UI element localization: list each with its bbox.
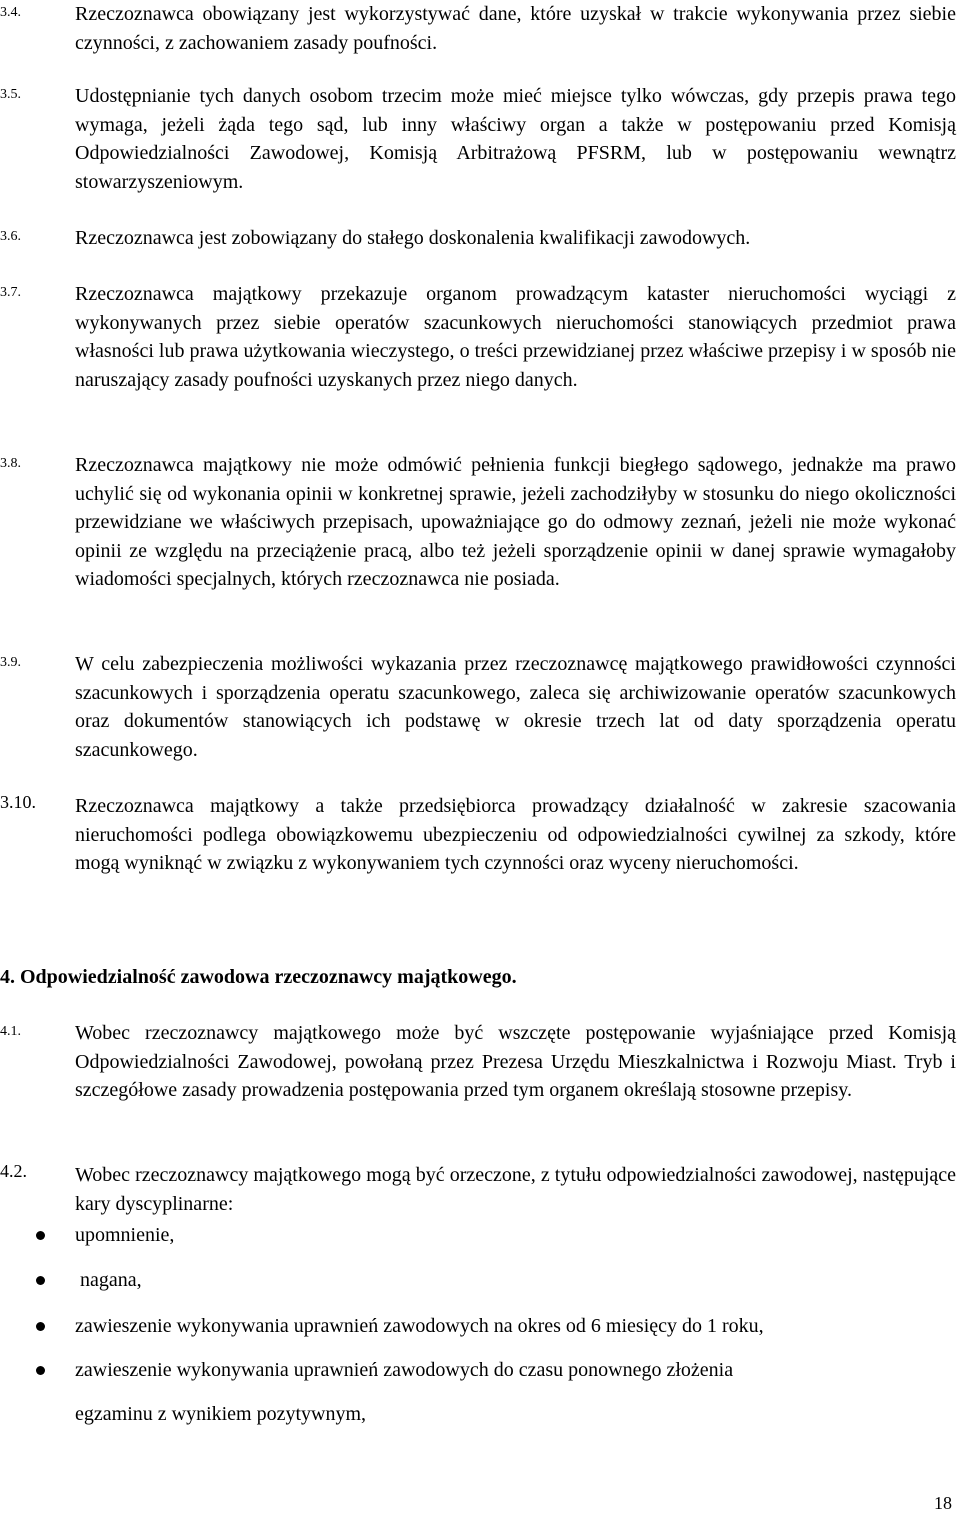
- paragraph-number: 3.4.: [0, 5, 21, 20]
- page-number: 18: [934, 1493, 952, 1513]
- paragraph-3-10: [0, 792, 956, 878]
- paragraph-text: Wobec rzeczoznawcy majątkowego mogą być orzeczone, z tytułu odpowiedzialności zawodowej, następujące kary dyscyplinarne:: [75, 1164, 956, 1215]
- penalty-text: zawieszenie wykonywania uprawnień zawodowych do czasu ponownego złożenia: [75, 1359, 734, 1381]
- bullet-icon: [36, 1276, 45, 1285]
- paragraph-3-6: [0, 224, 956, 253]
- penalty-text: upomnienie,: [75, 1224, 175, 1246]
- bullet-icon: [36, 1322, 45, 1331]
- paragraph-4-2: [0, 1161, 956, 1218]
- paragraph-number: 3.8.: [0, 456, 21, 471]
- paragraph-number: 3.6.: [0, 229, 21, 244]
- paragraph-text: Udostępnianie tych danych osobom trzecim może mieć miejsce tylko wówczas, gdy przepis prawa tego wymaga, jeżeli żąda tego sąd, lub inny właściwy organ a także w postępowaniu przed Komisją Odpowiedzialności Zawodowej, Komisją Arbitrażową PFSRM, lub w postępowaniu wewnątrz stowarzyszeniowym.: [75, 85, 956, 193]
- paragraph-3-4: [0, 0, 956, 57]
- section-heading: 4. Odpowiedzialność zawodowa rzeczoznawcy majątkowego.: [0, 966, 517, 988]
- penalty-continuation: egzaminu z wynikiem pozytywnym,: [75, 1403, 367, 1425]
- paragraph-text: Rzeczoznawca jest zobowiązany do stałego doskonalenia kwalifikacji zawodowych.: [75, 227, 751, 249]
- bullet-icon: [36, 1366, 45, 1375]
- paragraph-3-5: [0, 82, 956, 196]
- paragraph-number: 3.10.: [0, 792, 36, 812]
- paragraph-3-9: [0, 650, 956, 764]
- paragraph-number: 4.1.: [0, 1024, 21, 1039]
- paragraph-number: 4.2.: [0, 1161, 27, 1181]
- penalty-text: zawieszenie wykonywania uprawnień zawodowych na okres od 6 miesięcy do 1 roku,: [75, 1315, 764, 1337]
- paragraph-text: Rzeczoznawca majątkowy przekazuje organom prowadzącym kataster nieruchomości wyciągi z wykonywanych przez siebie operatów szacunkowych nieruchomości stanowiących przedmiot prawa własności lub prawa użytkowania wieczystego, o treści przewidzianej przez właściwe przepisy i w sposób nie naruszający zasady poufności uzyskanych przez niego danych.: [75, 283, 956, 391]
- penalty-text: nagana,: [75, 1269, 142, 1291]
- paragraph-text: Rzeczoznawca majątkowy a także przedsiębiorca prowadzący działalność w zakresie szacowania nieruchomości podlega obowiązkowemu ubezpieczeniu od odpowiedzialności cywilnej za szkody, które mogą wyniknąć w związku z wykonywaniem tych czynności oraz wyceny nieruchomości.: [75, 795, 956, 875]
- penalty-list-item: [0, 1221, 956, 1249]
- paragraph-text: Rzeczoznawca majątkowy nie może odmówić pełnienia funkcji biegłego sądowego, jednakże ma prawo uchylić się od wykonania opinii w konkretnej sprawie, jeżeli zachodziłyby w stosunku do niego okoliczności przewidziane we właściwych przepisach, upoważniające go do odmowy zeznań, jeżeli nie może wykonać opinii ze względu na przeciążenie pracą, albo też jeżeli sporządzenie opinii w danej sprawie wymagałoby wiadomości specjalnych, których rzeczoznawca nie posiada.: [75, 454, 956, 591]
- paragraph-3-8: [0, 451, 956, 594]
- paragraph-3-7: [0, 280, 956, 394]
- penalty-list-item: [0, 1356, 956, 1384]
- paragraph-4-1: [0, 1019, 956, 1105]
- penalty-list-item: [0, 1266, 956, 1294]
- paragraph-text: W celu zabezpieczenia możliwości wykazania przez rzeczoznawcę majątkowego prawidłowości czynności szacunkowych i sporządzenia operatu szacunkowego, zaleca się archiwizowanie operatów szacunkowych oraz dokumentów stanowiących ich podstawę w okresie trzech lat od daty sporządzenia operatu szacunkowego.: [75, 653, 956, 761]
- paragraph-number: 3.9.: [0, 655, 21, 670]
- paragraph-text: Rzeczoznawca obowiązany jest wykorzystywać dane, które uzyskał w trakcie wykonywania przez siebie czynności, z zachowaniem zasady poufności.: [75, 3, 956, 54]
- bullet-icon: [36, 1231, 45, 1240]
- paragraph-number: 3.7.: [0, 285, 21, 300]
- penalty-list-item: [0, 1312, 956, 1340]
- paragraph-text: Wobec rzeczoznawcy majątkowego może być wszczęte postępowanie wyjaśniające przed Komisją Odpowiedzialności Zawodowej, powołaną przez Prezesa Urzędu Mieszkalnictwa i Rozwoju Miast. Tryb i szczegółowe zasady prowadzenia postępowania przed tym organem określają stosowne przepisy.: [75, 1022, 956, 1102]
- paragraph-number: 3.5.: [0, 87, 21, 102]
